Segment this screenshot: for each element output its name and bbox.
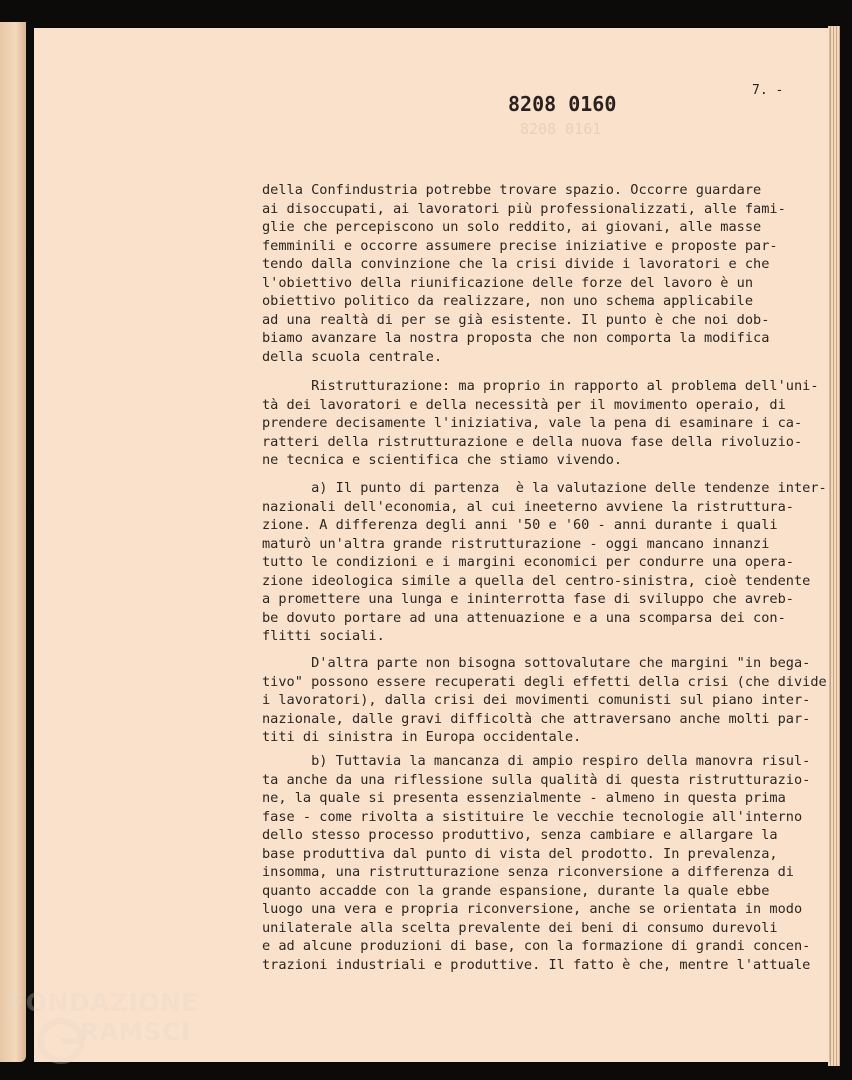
paragraph-1 — [262, 181, 786, 366]
text-line: ad una realtà di per se già esistente. Il punto è che noi dob- — [262, 311, 770, 328]
text-line: della scuola centrale. — [262, 348, 443, 365]
text-line: Ristrutturazione: ma proprio in rapporto al problema dell'uni- — [262, 378, 819, 394]
page-number: 7. - — [752, 83, 784, 98]
text-line: nazionali dell'economia, al cui ineeterno avviene la ristruttura- — [262, 498, 794, 515]
paragraph-4 — [262, 654, 827, 747]
text-line: titi di sinistra in Europa occidentale. — [262, 729, 582, 745]
text-line: dello stesso processo produttivo, senza cambiare e allargare la — [262, 827, 778, 843]
left-page-edge — [0, 22, 26, 1062]
archive-stamp: 8208 0160 — [508, 92, 617, 116]
text-line: quanto accadde con la grande espansione, durante la quale ebbe — [262, 882, 770, 899]
text-line: biamo avanzare la nostra proposta che non comporta la modifica — [262, 330, 770, 346]
text-line: unilaterale alla scelta prevalente dei beni di consumo durevoli — [262, 919, 778, 936]
text-line: obiettivo politico da realizzare, non uno schema applicabile — [262, 293, 754, 309]
fondazione-gramsci-watermark — [8, 988, 213, 1068]
paragraph-3 — [262, 479, 827, 646]
text-line: tendo dalla convinzione che la crisi divide i lavoratori e che — [262, 256, 770, 272]
text-line: zione. A differenza degli anni '50 e '60 - anni durante i quali — [262, 517, 778, 533]
text-line: luogo una vera e propria riconversione, anche se orientata in modo — [262, 901, 803, 917]
text-line: ta anche da una riflessione sulla qualità di questa ristrutturazio- — [262, 771, 811, 788]
paragraph-5 — [262, 752, 810, 974]
text-line: nazionale, dalle gravi difficoltà che attraversano anche molti par- — [262, 710, 811, 727]
text-line: ne, la quale si presenta essenzialmente - almeno in questa prima — [262, 790, 786, 806]
text-line: zione ideologica simile a quella del centro-sinistra, cioè tendente — [262, 572, 811, 589]
text-line: ne tecnica e scientifica che stiamo vivendo. — [262, 452, 623, 468]
text-line: be dovuto portare ad una attenuazione e a una scomparsa dei con- — [262, 609, 786, 626]
text-line: maturò un'altra grande ristrutturazione - oggi mancano innanzi — [262, 535, 770, 552]
archive-stamp-ghost: 8208 0161 — [520, 120, 602, 138]
text-line: fase - come rivolta a sistituire le vecchie tecnologie all'interno — [262, 808, 803, 825]
text-line: tà dei lavoratori e della necessità per il movimento operaio, di — [262, 396, 786, 413]
watermark-line-2: RAMSCI — [80, 1018, 191, 1046]
text-line: flitti sociali. — [262, 628, 385, 644]
text-line: glie che percepiscono un solo reddito, ai giovani, alle masse — [262, 219, 762, 235]
text-line: ratteri della ristrutturazione e della nuova fase della rivoluzio- — [262, 433, 803, 450]
text-line: insomma, una ristrutturazione senza riconversione a differenza di — [262, 864, 794, 880]
watermark-line-1: FONDAZIONE — [8, 988, 200, 1017]
text-line: a) Il punto di partenza è la valutazione delle tendenze inter- — [262, 480, 827, 496]
text-line: prendere decisamente l'iniziativa, vale la pena di esaminare i ca- — [262, 415, 803, 431]
text-line: tivo" possono essere recuperati degli effetti della crisi (che divide — [262, 673, 827, 690]
text-line: femminili e occorre assumere precise iniziative e proposte par- — [262, 237, 778, 254]
text-line: l'obiettivo della riunificazione delle forze del lavoro è un — [262, 274, 754, 291]
text-line: i lavoratori), dalla crisi dei movimenti comunisti sul piano inter- — [262, 692, 811, 708]
text-line: D'altra parte non bisogna sottovalutare che margini "in bega- — [262, 655, 811, 671]
page-stack-edge — [828, 26, 840, 1066]
text-line: e ad alcune produzioni di base, con la formazione di grandi concen- — [262, 938, 811, 954]
text-line: base produttiva dal punto di vista del prodotto. In prevalenza, — [262, 845, 778, 862]
gramsci-g-icon — [36, 1016, 86, 1066]
paragraph-2 — [262, 377, 819, 470]
text-line: ai disoccupati, ai lavoratori più professionalizzati, alle fami- — [262, 200, 786, 217]
text-line: tutto le condizioni e i margini economici per condurre una opera- — [262, 554, 794, 570]
text-line: trazioni industriali e produttive. Il fatto è che, mentre l'attuale — [262, 956, 811, 973]
text-line: a promettere una lunga e ininterrotta fase di sviluppo che avreb- — [262, 591, 794, 607]
text-line: della Confindustria potrebbe trovare spazio. Occorre guardare — [262, 182, 762, 198]
text-line: b) Tuttavia la mancanza di ampio respiro della manovra risul- — [262, 753, 811, 769]
